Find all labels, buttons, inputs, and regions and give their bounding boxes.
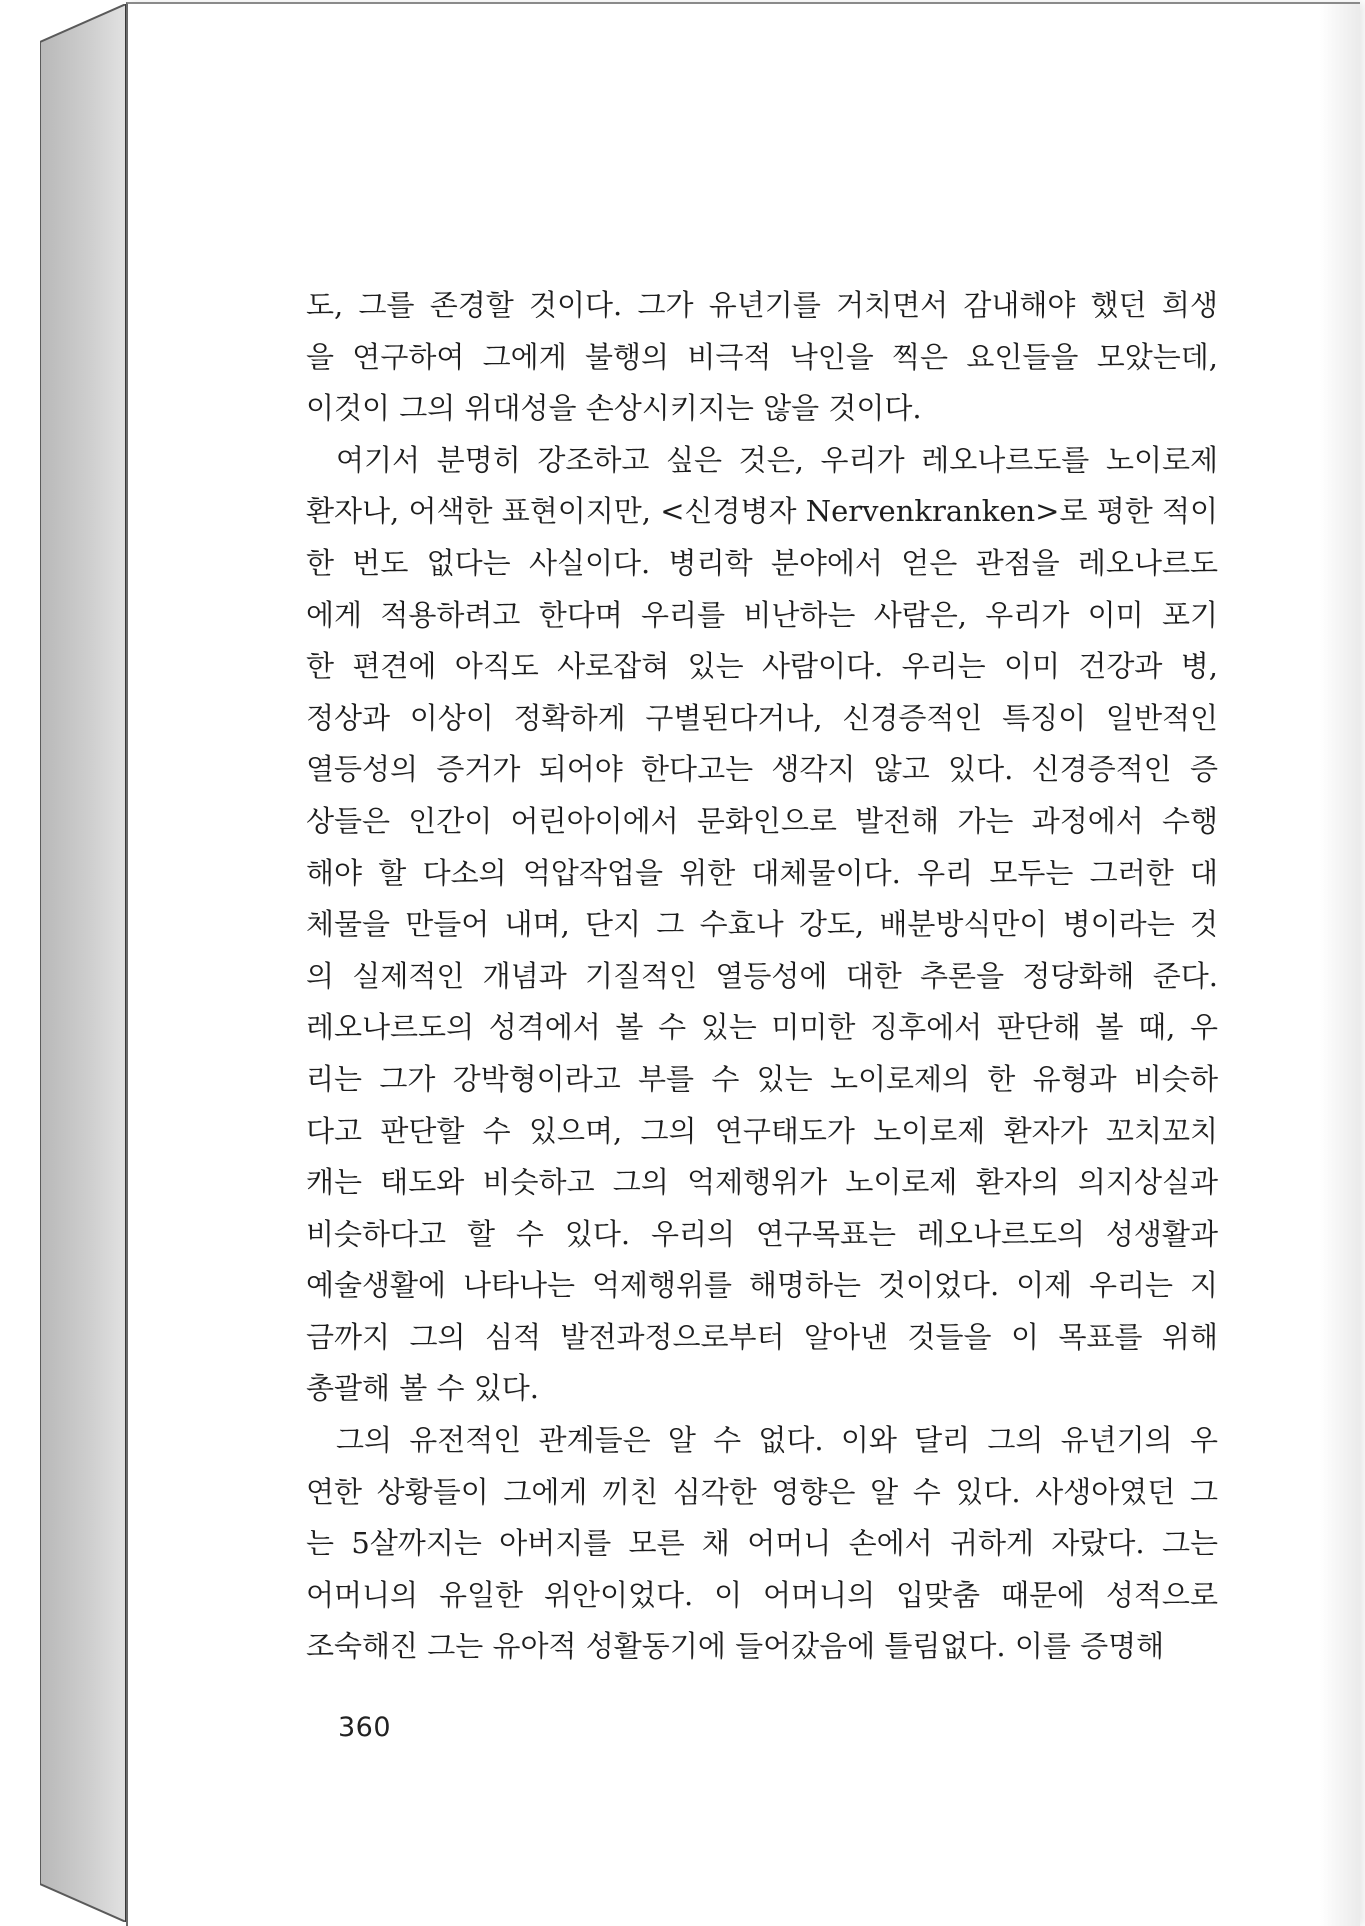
text-line: 그의 유전적인 관계들은 알 수 없다. 이와 달리 그의 유년기의 우 [336,1423,1218,1458]
text-line: 어머니의 유일한 위안이었다. 이 어머니의 입맞춤 때문에 성적으로 [306,1577,1218,1612]
text-line: 여기서 분명히 강조하고 싶은 것은, 우리가 레오나르도를 노이로제 [336,442,1218,477]
text-line: 정상과 이상이 정확하게 구별된다거나, 신경증적인 특징이 일반적인 [306,700,1218,735]
page-edge-shade [1320,4,1360,1926]
text-line: 조숙해진 그는 유아적 성활동기에 들어갔음에 틀림없다. 이를 증명해 [306,1629,1165,1664]
text-line: 열등성의 증거가 되어야 한다고는 생각지 않고 있다. 신경증적인 증 [306,752,1218,787]
text-line: 을 연구하여 그에게 불행의 비극적 낙인을 찍은 요인들을 모았는데, [306,339,1218,374]
paragraph [306,435,1218,1415]
text-line: 상들은 인간이 어린아이에서 문화인으로 발전해 가는 과정에서 수행 [306,803,1218,838]
text-line: 다고 판단할 수 있으며, 그의 연구태도가 노이로제 환자가 꼬치꼬치 [306,1113,1218,1148]
text-line: 금까지 그의 심적 발전과정으로부터 알아낸 것들을 이 목표를 위해 [306,1319,1218,1354]
page-number: 360 [338,1712,392,1743]
text-line: 환자나, 어색한 표현이지만, <신경병자 Nervenkranken>로 평한 적이 [306,494,1218,529]
text-line: 이것이 그의 위대성을 손상시키지는 않을 것이다. [306,391,922,426]
text-line: 캐는 태도와 비슷하고 그의 억제행위가 노이로제 환자의 의지상실과 [306,1165,1218,1200]
text-line: 도, 그를 존경할 것이다. 그가 유년기를 거치면서 감내해야 했던 희생 [306,288,1218,322]
text-line: 리는 그가 강박형이라고 부를 수 있는 노이로제의 한 유형과 비슷하 [306,1061,1218,1096]
text-line: 에게 적용하려고 한다며 우리를 비난하는 사람은, 우리가 이미 포기 [306,597,1218,632]
text-line: 체물을 만들어 내며, 단지 그 수효나 강도, 배분방식만이 병이라는 것 [306,907,1218,942]
text-line: 연한 상황들이 그에게 끼친 심각한 영향은 알 수 있다. 사생아였던 그 [306,1474,1218,1509]
text-line: 예술생활에 나타나는 억제행위를 해명하는 것이었다. 이제 우리는 지 [306,1268,1218,1303]
text-line: 는 5살까지는 아버지를 모른 채 어머니 손에서 귀하게 자랐다. 그는 [306,1526,1218,1561]
book-spine [40,4,126,1922]
text-line: 한 번도 없다는 사실이다. 병리학 분야에서 얻은 관점을 레오나르도 [306,545,1218,580]
text-line: 비슷하다고 할 수 있다. 우리의 연구목표는 레오나르도의 성생활과 [306,1216,1218,1251]
paragraph [306,280,1218,435]
text-line: 의 실제적인 개념과 기질적인 열등성에 대한 추론을 정당화해 준다. [306,958,1218,993]
body-text [306,280,1218,1673]
text-line: 레오나르도의 성격에서 볼 수 있는 미미한 징후에서 판단해 볼 때, 우 [306,1010,1218,1045]
text-line: 해야 할 다소의 억압작업을 위한 대체물이다. 우리 모두는 그러한 대 [306,855,1219,890]
paragraph [306,1415,1218,1673]
text-line: 총괄해 볼 수 있다. [306,1371,539,1406]
text-line: 한 편견에 아직도 사로잡혀 있는 사람이다. 우리는 이미 건강과 병, [306,649,1219,684]
